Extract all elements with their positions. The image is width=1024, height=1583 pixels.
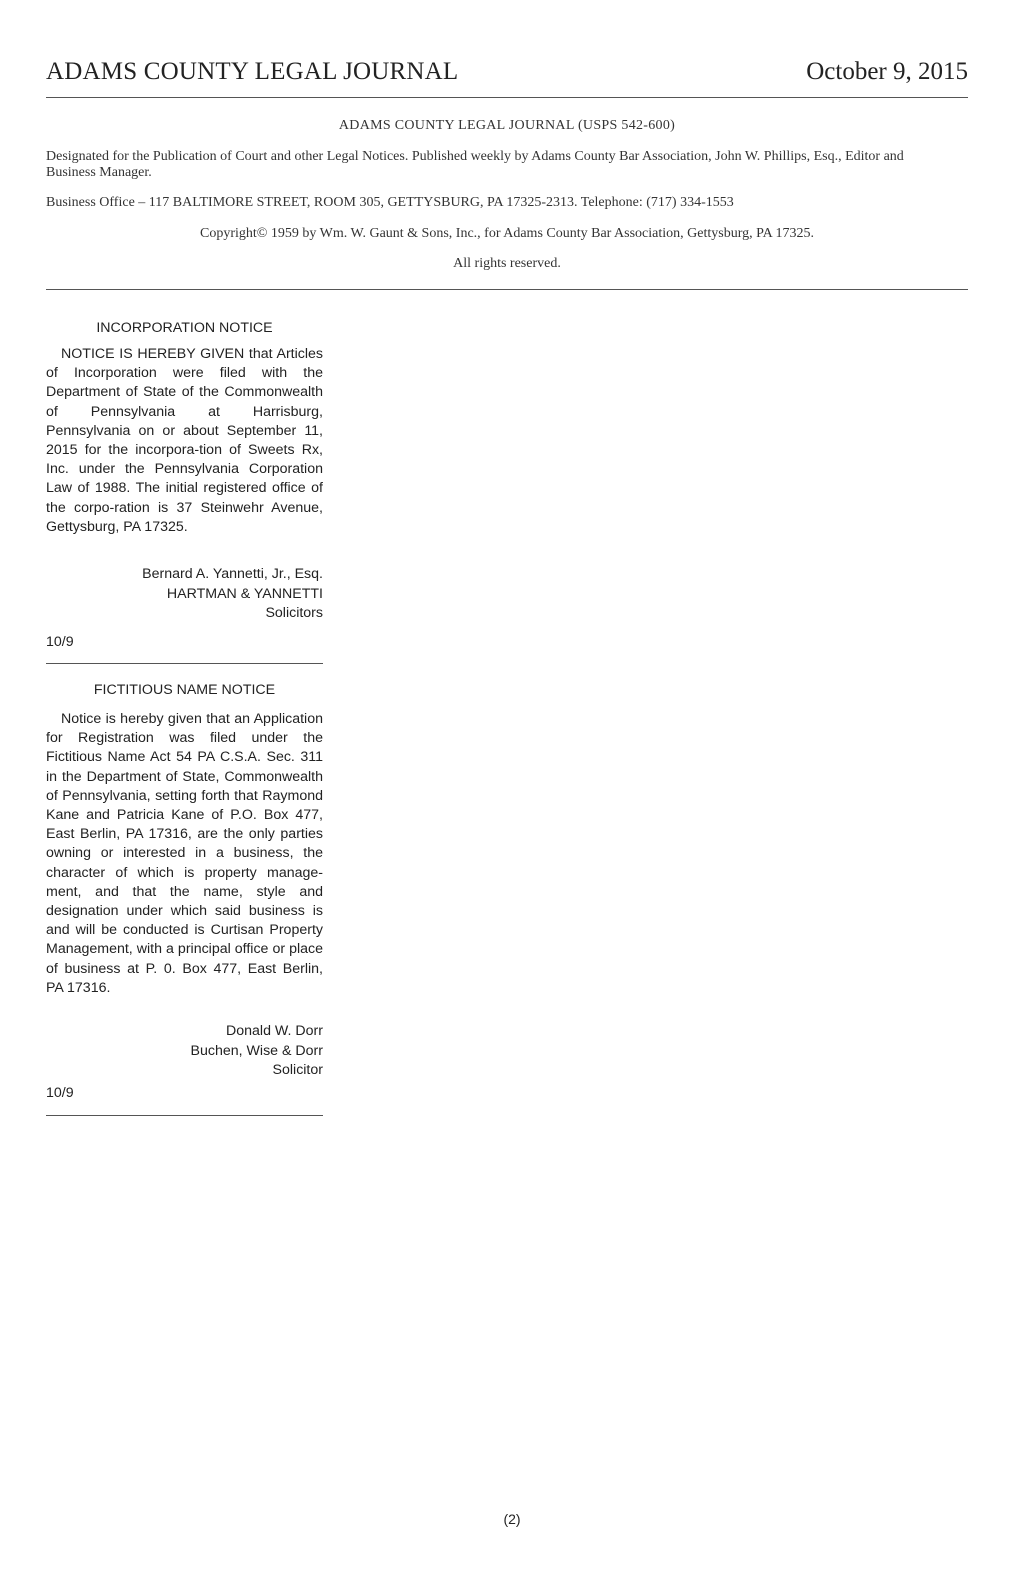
notice-date: 10/9	[46, 1085, 74, 1101]
notice-signature	[46, 1022, 323, 1081]
masthead-divider	[46, 289, 968, 290]
masthead-copyright: Copyright© 1959 by Wm. W. Gaunt & Sons, Inc., for Adams County Bar Association, Gettysburg, PA 17325.	[200, 226, 814, 241]
signature-name: Bernard A. Yannetti, Jr., Esq.	[142, 566, 323, 582]
masthead-business-office: Business Office – 117 BALTIMORE STREET, ROOM 305, GETTYSBURG, PA 17325-2313. Telephone: (717) 334-1553	[46, 195, 734, 210]
notice-divider	[46, 1115, 323, 1116]
notice-signature	[46, 565, 323, 624]
signature-name: Donald W. Dorr	[226, 1023, 323, 1039]
running-head	[46, 58, 968, 92]
notice-divider	[46, 663, 323, 664]
notice-heading: INCORPORATION NOTICE	[96, 320, 273, 336]
notice-date: 10/9	[46, 634, 74, 650]
signature-firm: HARTMAN & YANNETTI	[166, 585, 323, 602]
header-divider	[46, 97, 968, 98]
signature-role: Solicitor	[272, 1062, 323, 1079]
page-number: (2)	[503, 1511, 521, 1527]
notice-body: Notice is hereby given that an Application for Registration was filed under the Fictitious Name Act 54 PA C.S.A. Sec. 311 in the Department of State, Commonwealth of Pennsylvania, setting forth that Raymond Kane and Patricia Kane of P.O. Box 477, East Berlin, PA 17316, are the only parties owning or interested in a business, the character of which is property manage-ment, and that the name, style and designation under which said business is and will be conducted is Curtisan Property Management, with a principal office or place of business at P. 0. Box 477, East Berlin, PA 17316.	[46, 711, 323, 996]
notice-heading: FICTITIOUS NAME NOTICE	[93, 682, 276, 698]
issue-date: October 9, 2015	[806, 58, 968, 85]
masthead-title: ADAMS COUNTY LEGAL JOURNAL (USPS 542-600)	[338, 118, 676, 133]
notice-body: NOTICE IS HEREBY GIVEN that Articles of Incorporation were filed with the Department of State of the Commonwealth of Pennsylvania at Harrisburg, Pennsylvania on or about September 11, 2015 for the incorpora-tion of Sweets Rx, Inc. under the Pennsylvania Corporation Law of 1988. The initial registered office of the corpo-ration is 37 Steinwehr Avenue, Gettysburg, PA 17325.	[46, 346, 323, 535]
masthead-rights: All rights reserved.	[453, 256, 561, 271]
signature-role: Solicitors	[265, 605, 323, 622]
journal-name: ADAMS COUNTY LEGAL JOURNAL	[46, 58, 459, 85]
masthead-designation: Designated for the Publication of Court and other Legal Notices. Published weekly by Adams County Bar Association, John W. Phillips, Esq., Editor and Business Manager.	[46, 149, 904, 180]
signature-firm: Buchen, Wise & Dorr	[190, 1042, 323, 1059]
